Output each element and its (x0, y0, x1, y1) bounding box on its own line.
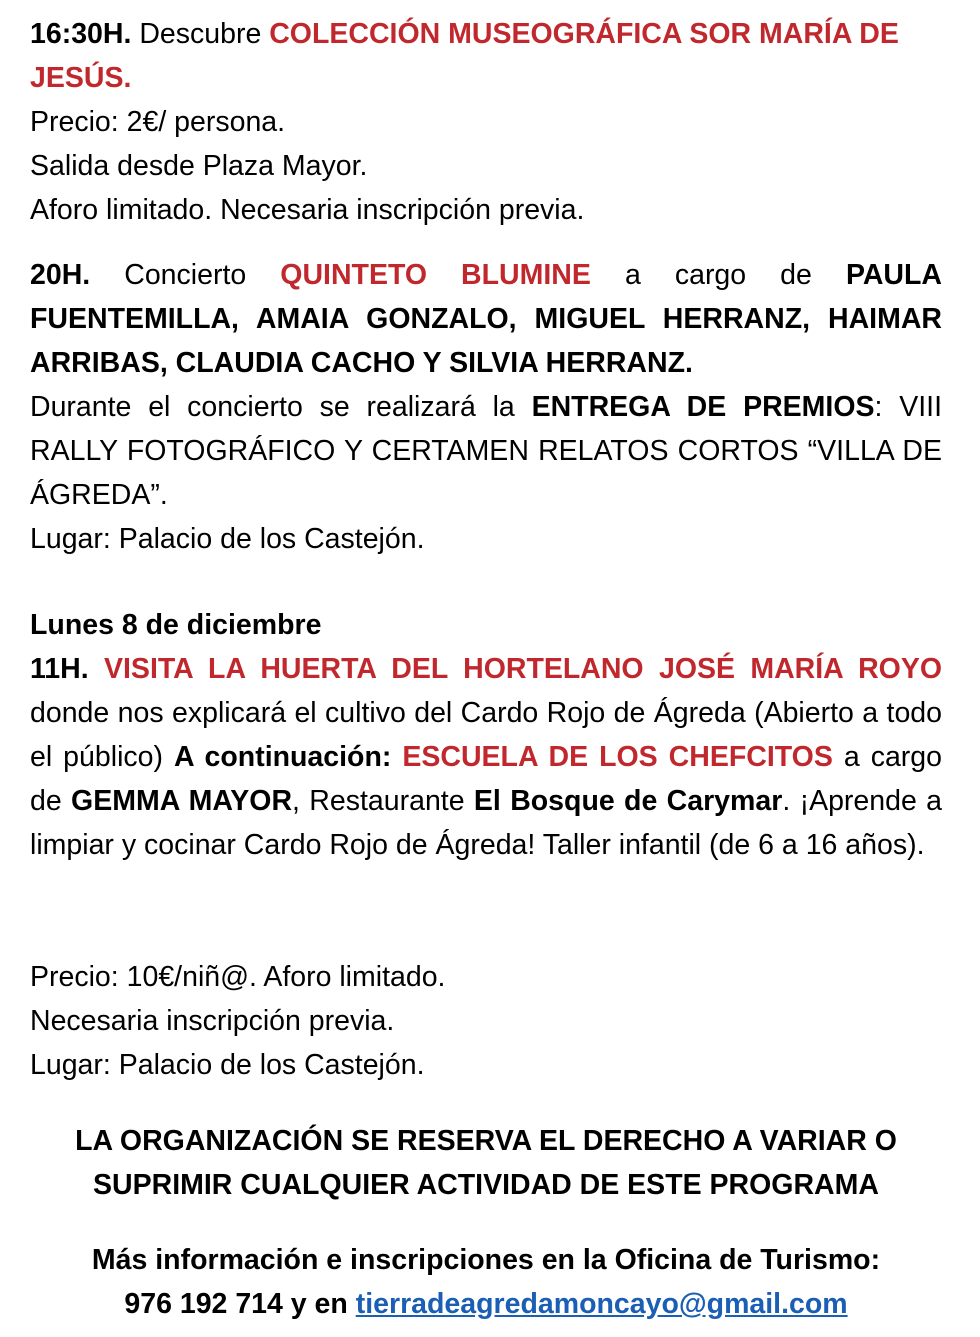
workshop-info (30, 955, 942, 1087)
performers: PAULA FUENTEMILLA, AMAIA GONZALO, MIGUEL HERRANZ, HAIMAR ARRIBAS, CLAUDIA CACHO Y SILVIA HERRANZ. (30, 259, 942, 379)
email-link[interactable]: tierradeagredamoncayo@gmail.com (355, 1288, 848, 1320)
awards-detail: : VIII RALLY FOTOGRÁFICO Y CERTAMEN RELATOS CORTOS “VILLA DE ÁGREDA”. (30, 391, 942, 511)
event-title: COLECCIÓN MUSEOGRÁFICA SOR MARÍA DE JESÚS. (30, 18, 899, 94)
awards-title: ENTREGA DE PREMIOS (531, 391, 875, 423)
event-title: QUINTETO BLUMINE (280, 259, 591, 291)
capacity-line: Aforo limitado. Necesaria inscripción previa. (30, 194, 585, 226)
awards-intro: Durante el concierto se realizará la (30, 391, 532, 423)
phone-line: 976 192 714 y en (124, 1288, 356, 1320)
school-title: ESCUELA DE LOS CHEFCITOS (391, 741, 833, 773)
registration-line: Necesaria inscripción previa. (30, 1005, 395, 1037)
price-line: Precio: 10€/niñ@. Aforo limitado. (30, 961, 446, 993)
continuation-label: A continuación: (174, 741, 392, 773)
workshop-detail: . ¡Aprende a limpiar y cocinar Cardo Rojo de Ágreda! Taller infantil (de 6 a 16 años). (30, 785, 943, 861)
event-lead: Concierto (90, 259, 281, 291)
departure-line: Salida desde Plaza Mayor. (30, 150, 368, 182)
disclaimer-line: SUPRIMIR CUALQUIER ACTIVIDAD DE ESTE PROGRAMA (93, 1169, 879, 1201)
price-line: Precio: 2€/ persona. (30, 106, 286, 138)
event-by: a cargo de (30, 741, 942, 817)
contact-footer (30, 1238, 942, 1326)
disclaimer-line: LA ORGANIZACIÓN SE RESERVA EL DERECHO A VARIAR O (75, 1125, 897, 1157)
event-lead: Descubre (131, 18, 270, 50)
event-by: a cargo de (590, 259, 846, 291)
restaurant-name: El Bosque de Carymar (473, 785, 783, 817)
event-garden (30, 603, 942, 867)
event-time: 16:30H. (30, 18, 132, 50)
place-line: Lugar: Palacio de los Castejón. (30, 1049, 425, 1081)
event-time: 11H. (30, 653, 89, 685)
event-museum (30, 12, 942, 232)
event-time: 20H. (30, 259, 91, 291)
chef-name: GEMMA MAYOR (71, 785, 293, 817)
day-heading: Lunes 8 de diciembre (30, 609, 322, 641)
disclaimer (30, 1119, 942, 1207)
event-concert (30, 253, 942, 561)
info-line: Más información e inscripciones en la Oficina de Turismo: (91, 1244, 881, 1276)
event-title: VISITA LA HUERTA DEL HORTELANO JOSÉ MARÍA ROYO (88, 653, 942, 685)
restaurant-label: , Restaurante (292, 785, 474, 817)
place-line: Lugar: Palacio de los Castejón. (30, 523, 425, 555)
event-description: donde nos explicará el cultivo del Cardo Rojo de Ágreda (Abierto a todo el público) (30, 697, 942, 773)
